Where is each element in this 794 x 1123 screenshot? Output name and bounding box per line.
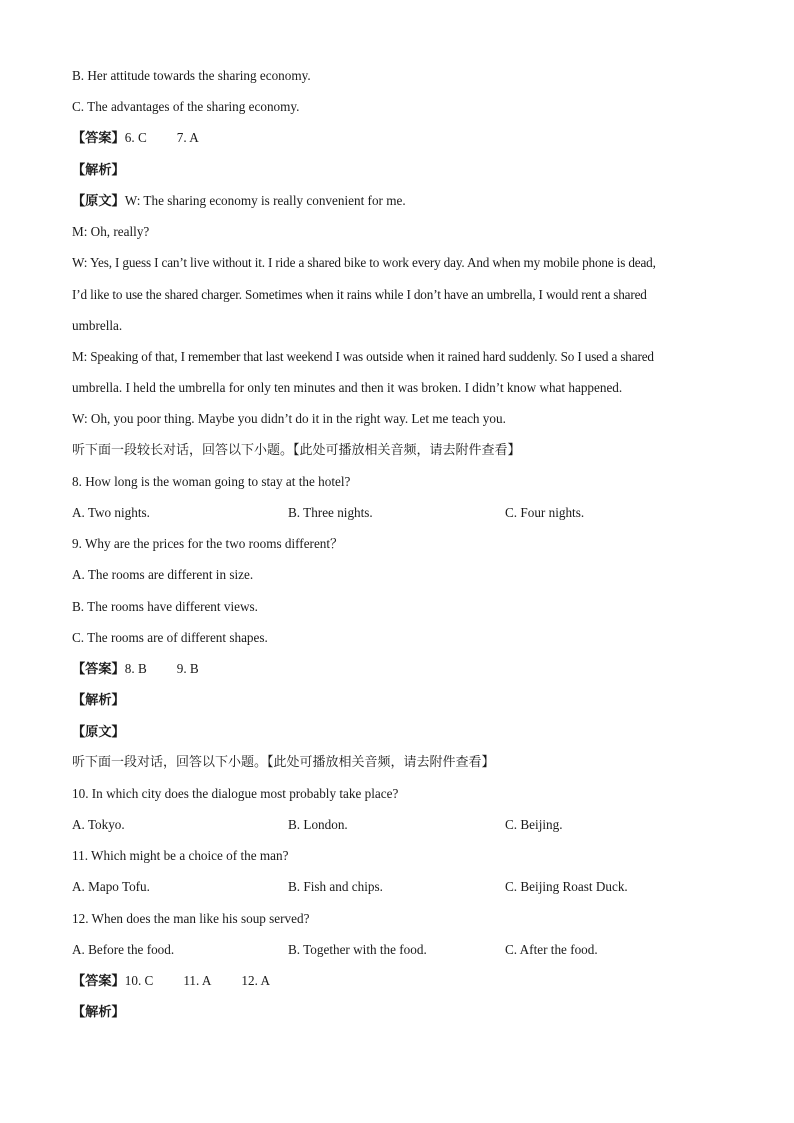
question-12: 12. When does the man like his soup served? xyxy=(72,911,310,926)
q7-option-b: B. Her attitude towards the sharing economy. xyxy=(72,68,311,83)
analysis-tag: 【解析】 xyxy=(72,163,125,178)
analysis-tag: 【解析】 xyxy=(72,693,125,708)
answer-11: 11. A xyxy=(183,973,212,988)
q8-option-a: A. Two nights. xyxy=(72,505,150,520)
answer-10: 10. C xyxy=(124,973,154,988)
analysis-line-1 xyxy=(72,161,125,180)
q12-option-c: C. After the food. xyxy=(505,942,598,957)
original-line-2 xyxy=(72,723,125,742)
transcript-line: M: Speaking of that, I remember that last weekend I was outside when it rained hard suddenly. So I used a shared xyxy=(72,349,654,364)
q9-option-b: B. The rooms have different views. xyxy=(72,599,258,614)
answer-12: 12. A xyxy=(241,973,270,988)
section-instruction: 听下面一段对话，回答以下小题。【此处可播放相关音频，请去附件查看】 xyxy=(72,755,495,770)
transcript-line: W: The sharing economy is really convenient for me. xyxy=(124,193,406,208)
transcript-line: M: Oh, really? xyxy=(72,224,150,239)
q10-option-b: B. London. xyxy=(288,817,348,832)
analysis-line-3 xyxy=(72,1003,125,1022)
transcript-line: umbrella. xyxy=(72,318,123,333)
original-line-1 xyxy=(72,192,406,211)
q10-option-a: A. Tokyo. xyxy=(72,817,125,832)
transcript-line: umbrella. I held the umbrella for only ten minutes and then it was broken. I didn’t know what happened. xyxy=(72,380,623,395)
q8-option-c: C. Four nights. xyxy=(505,505,585,520)
answer-8: 8. B xyxy=(124,661,147,676)
answer-line-1 xyxy=(72,129,199,148)
original-tag: 【原文】 xyxy=(72,194,125,209)
q11-option-b: B. Fish and chips. xyxy=(288,879,383,894)
answer-tag: 【答案】 xyxy=(72,131,125,146)
question-9: 9. Why are the prices for the two rooms different？ xyxy=(72,536,344,551)
question-11: 11. Which might be a choice of the man? xyxy=(72,848,289,863)
answer-tag: 【答案】 xyxy=(72,662,125,677)
q9-option-a: A. The rooms are different in size. xyxy=(72,567,254,582)
q12-option-b: B. Together with the food. xyxy=(288,942,427,957)
answer-6: 6. C xyxy=(124,130,147,145)
answer-tag: 【答案】 xyxy=(72,974,125,989)
q9-option-c: C. The rooms are of different shapes. xyxy=(72,630,268,645)
original-tag: 【原文】 xyxy=(72,725,125,740)
question-10: 10. In which city does the dialogue most probably take place? xyxy=(72,786,399,801)
question-8: 8. How long is the woman going to stay at the hotel? xyxy=(72,474,351,489)
q12-option-a: A. Before the food. xyxy=(72,942,175,957)
transcript-line: I’d like to use the shared charger. Sometimes when it rains while I don’t have an umbrella, I would rent a shared xyxy=(72,287,647,302)
q11-option-c: C. Beijing Roast Duck. xyxy=(505,879,628,894)
transcript-line: W: Oh, you poor thing. Maybe you didn’t do it in the right way. Let me teach you. xyxy=(72,411,506,426)
q7-option-c: C. The advantages of the sharing economy. xyxy=(72,99,300,114)
answer-9: 9. B xyxy=(176,661,199,676)
q10-option-c: C. Beijing. xyxy=(505,817,563,832)
transcript-line: W: Yes, I guess I can’t live without it. I ride a shared bike to work every day. And when my mobile phone is dead, xyxy=(72,255,656,270)
answer-line-3 xyxy=(72,972,270,991)
analysis-tag: 【解析】 xyxy=(72,1005,125,1020)
answer-line-2 xyxy=(72,660,199,679)
q11-option-a: A. Mapo Tofu. xyxy=(72,879,150,894)
answer-7: 7. A xyxy=(176,130,199,145)
analysis-line-2 xyxy=(72,691,125,710)
section-instruction: 听下面一段较长对话，回答以下小题。【此处可播放相关音频，请去附件查看】 xyxy=(72,443,521,458)
q8-option-b: B. Three nights. xyxy=(288,505,373,520)
